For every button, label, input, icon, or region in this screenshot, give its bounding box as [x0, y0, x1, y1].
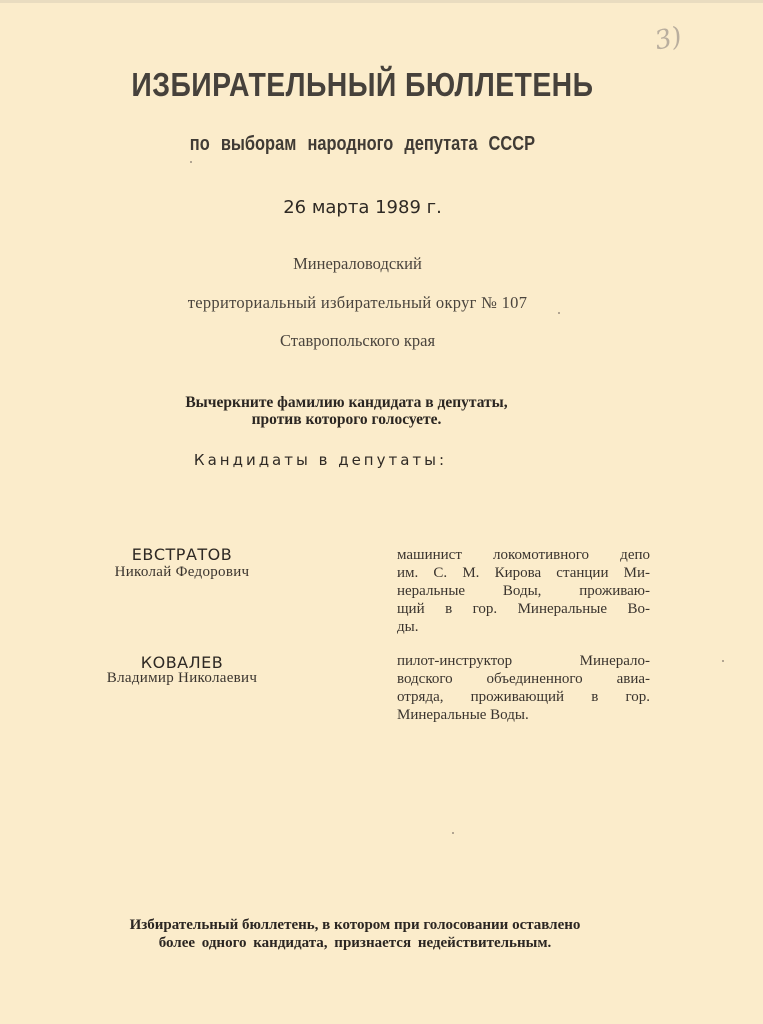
description-line: пилот-инструктор Минерало- — [397, 653, 650, 669]
ballot-title: ИЗБИРАТЕЛЬНЫЙ БЮЛЛЕТЕНЬ — [131, 66, 594, 103]
description-line: ды. — [397, 619, 419, 635]
paper-speck — [722, 660, 724, 662]
election-date: 26 марта 1989 г. — [283, 197, 442, 218]
invalid-ballot-note-line-2: более одного кандидата, признается недействительным. — [158, 935, 552, 951]
paper-speck — [190, 161, 192, 163]
district-number: территориальный избирательный округ № 107 — [187, 293, 528, 312]
voting-instruction-line-2: против которого голосуете. — [251, 411, 442, 428]
candidate-description — [397, 546, 650, 636]
paper-speck — [558, 312, 560, 314]
district-name: Минераловодский — [293, 254, 422, 273]
description-line: им. С. М. Кирова станции Ми- — [397, 565, 650, 581]
invalid-ballot-note-line-1: Избирательный бюллетень, в котором при голосовании оставлено — [129, 917, 581, 933]
candidate-description — [397, 652, 650, 724]
paper-edge — [0, 0, 763, 3]
candidate-given-names: Николай Федорович — [114, 564, 250, 580]
handwritten-page-number: 3) — [652, 21, 685, 57]
description-line: машинист локомотивного депо — [397, 547, 650, 563]
voting-instruction-line-1: Вычеркните фамилию кандидата в депутаты, — [185, 394, 508, 411]
candidates-heading: Кандидаты в депутаты: — [193, 451, 448, 469]
paper-speck — [452, 832, 454, 834]
candidate-surname[interactable]: ЕВСТРАТОВ — [131, 545, 233, 564]
description-line: водского объединенного авиа- — [397, 671, 650, 687]
description-line: Минеральные Воды. — [397, 707, 529, 723]
candidate-given-names: Владимир Николаевич — [106, 670, 258, 686]
description-line: неральные Воды, проживаю- — [397, 583, 650, 599]
description-line: отряда, проживающий в гор. — [397, 689, 650, 705]
district-region: Ставропольского края — [279, 331, 436, 350]
ballot-subtitle: по выборам народного депутата СССР — [189, 133, 536, 155]
candidate-surname[interactable]: КОВАЛЕВ — [140, 653, 224, 672]
description-line: щий в гор. Минеральные Во- — [397, 601, 650, 617]
